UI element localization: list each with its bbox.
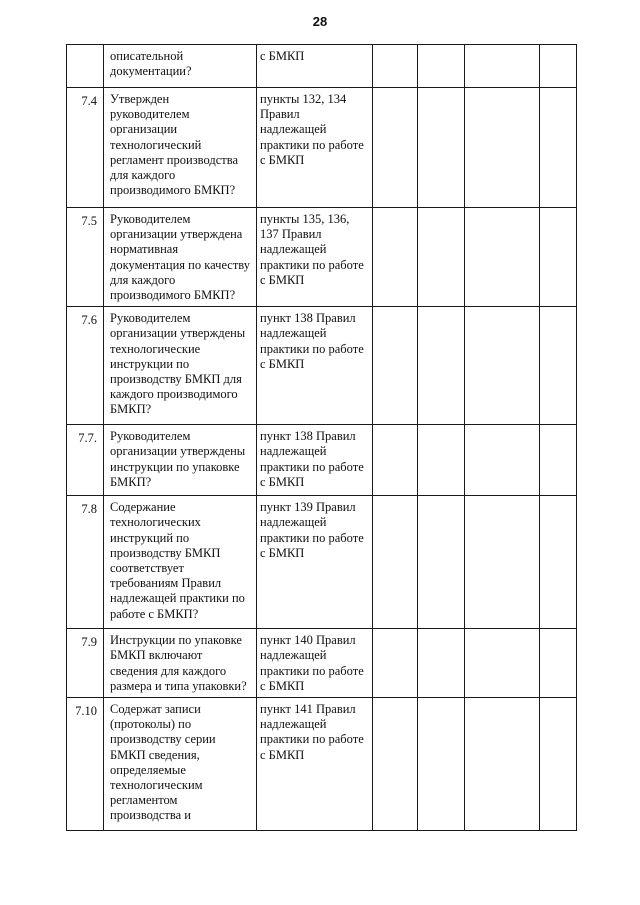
reference-cell: с БМКП (257, 45, 373, 88)
table-row (67, 629, 577, 698)
answer-cell (373, 698, 418, 831)
answer-cell (373, 425, 418, 496)
question-cell: Содержат записи (протоколы) по производству серии БМКП сведения, определяемые технологическим регламентом производства и (104, 698, 257, 831)
answer-cell (465, 208, 540, 307)
question-cell: Руководителем организации утверждены технологические инструкции по производству БМКП для каждого производимого БМКП? (104, 307, 257, 425)
question-cell: Руководителем организации утверждена нормативная документация по качеству для каждого производимого БМКП? (104, 208, 257, 307)
question-cell: Руководителем организации утверждены инструкции по упаковке БМКП? (104, 425, 257, 496)
question-cell: описательной документации? (104, 45, 257, 88)
table-row (67, 45, 577, 88)
answer-cell (418, 208, 465, 307)
reference-cell: пункты 135, 136, 137 Правил надлежащей практики по работе с БМКП (257, 208, 373, 307)
answer-cell (418, 629, 465, 698)
table-row (67, 307, 577, 425)
row-number (67, 45, 104, 88)
answer-cell (418, 307, 465, 425)
table-row (67, 698, 577, 831)
row-number: 7.9 (67, 629, 104, 698)
question-cell: Утвержден руководителем организации технологический регламент производства для каждого производимого БМКП? (104, 88, 257, 208)
answer-cell (373, 45, 418, 88)
reference-cell: пункт 139 Правил надлежащей практики по работе с БМКП (257, 496, 373, 629)
answer-cell (373, 307, 418, 425)
answer-cell (418, 88, 465, 208)
answer-cell (465, 698, 540, 831)
checklist-table (66, 44, 577, 831)
answer-cell (418, 496, 465, 629)
notes-cell (540, 307, 577, 425)
table-row (67, 496, 577, 629)
answer-cell (373, 208, 418, 307)
answer-cell (465, 45, 540, 88)
table-row (67, 425, 577, 496)
table-row (67, 208, 577, 307)
question-cell: Содержание технологических инструкций по производству БМКП соответствует требованиям Правил надлежащей практики по работе с БМКП? (104, 496, 257, 629)
row-number: 7.8 (67, 496, 104, 629)
reference-cell: пункт 138 Правил надлежащей практики по работе с БМКП (257, 425, 373, 496)
reference-cell: пункты 132, 134 Правил надлежащей практики по работе с БМКП (257, 88, 373, 208)
table-row (67, 88, 577, 208)
row-number: 7.4 (67, 88, 104, 208)
row-number: 7.5 (67, 208, 104, 307)
notes-cell (540, 629, 577, 698)
reference-cell: пункт 140 Правил надлежащей практики по работе с БМКП (257, 629, 373, 698)
notes-cell (540, 88, 577, 208)
notes-cell (540, 208, 577, 307)
reference-cell: пункт 138 Правил надлежащей практики по работе с БМКП (257, 307, 373, 425)
page-number: 28 (312, 14, 328, 29)
answer-cell (373, 496, 418, 629)
answer-cell (465, 88, 540, 208)
answer-cell (418, 425, 465, 496)
question-cell: Инструкции по упаковке БМКП включают сведения для каждого размера и типа упаковки? (104, 629, 257, 698)
row-number: 7.7. (67, 425, 104, 496)
reference-cell: пункт 141 Правил надлежащей практики по работе с БМКП (257, 698, 373, 831)
answer-cell (373, 88, 418, 208)
answer-cell (465, 307, 540, 425)
notes-cell (540, 496, 577, 629)
answer-cell (465, 496, 540, 629)
notes-cell (540, 45, 577, 88)
answer-cell (465, 425, 540, 496)
answer-cell (418, 698, 465, 831)
answer-cell (418, 45, 465, 88)
notes-cell (540, 698, 577, 831)
notes-cell (540, 425, 577, 496)
row-number: 7.10 (67, 698, 104, 831)
answer-cell (373, 629, 418, 698)
answer-cell (465, 629, 540, 698)
row-number: 7.6 (67, 307, 104, 425)
